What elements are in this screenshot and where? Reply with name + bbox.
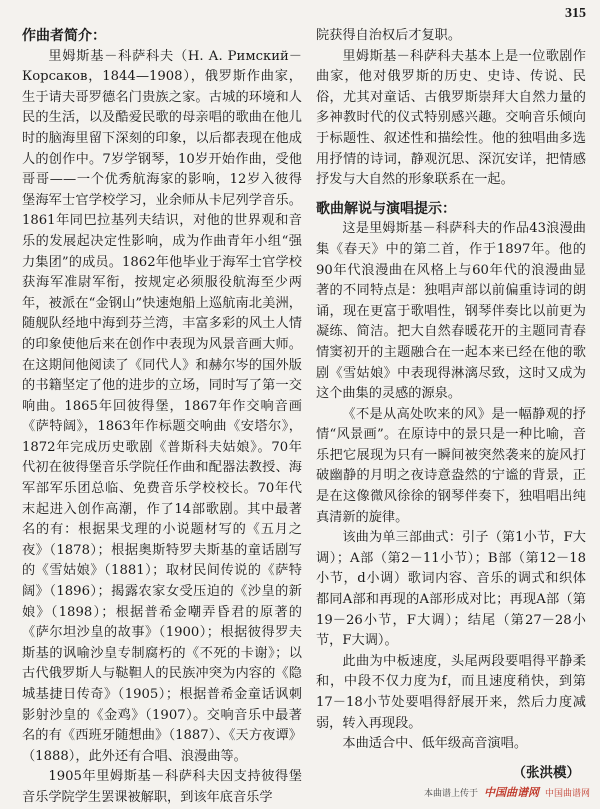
song-analysis-paragraph-1: 这是里姆斯基－科萨科夫的作品43浪漫曲集《春天》中的第二首，作于1897年。他的90年代浪漫曲在风格上与60年代的浪漫曲显著的不同特点是：独唱声部以前偏重诗词的朗诵，现在更富于歌唱性，钢琴伴奏比以前更为凝练、简洁。把大自然春暖花开的主题同青春情窦初开的主题融合在一起本来已经在他的歌剧《雪姑娘》中表现得淋漓尽致，这时又成为这个曲集的灵感的源泉。 — [316, 221, 586, 402]
site-name: 中国曲谱网 — [544, 788, 590, 799]
left-column — [22, 26, 302, 809]
right-column — [316, 26, 586, 781]
author-signature: （张洪模） — [512, 764, 580, 781]
composer-style-paragraph: 里姆斯基－科萨科夫基本上是一位歌剧作曲家，他对俄罗斯的历史、史诗、传说、民俗，尤其对童话、古俄罗斯崇拜大自然力量的多神教时代的仪式特别感兴趣。交响音乐倾向于标题性、叙述性和描绘性。他的独唱曲多选用抒情的诗词，静观沉思、深沉安详，把情感抒发与大自然的形象联系在一起。 — [316, 48, 586, 188]
composer-biography-continued: 1905年里姆斯基－科萨科夫因支持彼得堡音乐学院学生罢课被解职，到该年底音乐学 — [22, 769, 302, 805]
footer-watermark — [424, 784, 590, 800]
site-logo: 中国曲谱网 — [483, 786, 539, 799]
page-number: 315 — [565, 6, 586, 21]
performance-tips-paragraph: 此曲为中板速度，头尾两段要唱得平静柔和，中段不仅力度为f，而且速度稍快，到第17－18小节处要唱得舒展开来，然后力度减弱，转入再现段。 — [316, 653, 586, 731]
composer-heading: 作曲者简介： — [22, 28, 106, 44]
continuation-text: 院获得自治权后才复职。 — [316, 28, 462, 43]
uploader-text: 本曲谱上传于 — [423, 788, 478, 799]
suitability-paragraph: 本曲适合中、低年级高音演唱。 — [342, 736, 528, 752]
song-form-paragraph: 该曲为单三部曲式：引子（第1小节，F大调）；A部（第2－11小节）；B部（第12－18小节，d小调）歌词内容、音乐的调式和织体都同A部和再现的A部形成对比；再现A部（第19－26小节，F大调）；结尾（第27－28小节，F大调）。 — [316, 530, 586, 649]
composer-biography: 里姆斯基－科萨科夫（Н. А. Римский－Корсаков，1844—1908），俄罗斯作曲家，生于请夫哥罗德名门贵族之家。古城的环境和人民的生活，以及酷爱民歌的母亲唱的歌曲在他儿时的脑海里留下深刻的印象，以后都表现在他成人的创作中。7岁学钢琴，10岁开始作曲，受他哥哥——一个优秀航海家的影响，12岁入彼得堡海军士官学校学习，业余师从卡尼列学音乐。1861年同巴拉基列夫结识，对他的世界观和音乐的发展起决定性影响，成为作曲青年小组“强力集团”的成员。1862年他毕业于海军士官学校获海军准尉军衔，按规定必须服役航海至少两年，被派在“金钢山”快速炮船上巡航南北美洲，随舰队经地中海到芬兰湾，丰富多彩的风土人情的印象使他后来在创作中表现为风景音画大师。在这期间他阅读了《同代人》和赫尔岑的国外版的书籍坚定了他的进步的立场，同时写了第一交响曲。1865年回彼得堡，1867年作交响音画《萨特阔》，1863年作标题交响曲《安塔尔》，1872年完成历史歌剧《普斯科夫姑娘》。70年代初在彼得堡音乐学院任作曲和配器法教授、海军部军乐团总临、免费音乐学校校长。70年代末起进入创作高潮，作了14部歌剧。其中最著名的有：根据果戈理的小说题材写的《五月之夜》（1878）；根据奥斯特罗夫斯基的童话剧写的《雪姑娘》（1881）；取材民间传说的《萨特阔》（1896）；揭露农家女受压迫的《沙皇的新娘》（1898）；根据普希金嘲弄昏君的原著的《萨尔坦沙皇的故事》（1900）；根据彼得罗夫斯基的讽喻沙皇专制腐朽的《不死的卡谢》；以古代俄罗斯人与鞑靼人的民族冲突为内容的《隐城基捷日传奇》（1905）；根据普希金童话讽刺影射沙皇的《金鸡》（1907）。交响音乐中最著名的有《西班牙随想曲》（1887）、《天方夜谭》（1888），此外还有合唱、浪漫曲等。 — [22, 48, 302, 764]
song-analysis-heading: 歌曲解说与演唱提示： — [316, 200, 456, 217]
song-analysis-paragraph-2: 《不是从高处吹来的风》是一幅静观的抒情“风景画”。在原诗中的景只是一种比喻，音乐把它展现为只有一瞬间被突然袭来的旋风打破幽静的月明之夜诗意盎然的宁谧的背景，正是在这像微风徐徐的钢琴伴奏下，独唱唱出纯真清新的旋律。 — [316, 406, 586, 525]
